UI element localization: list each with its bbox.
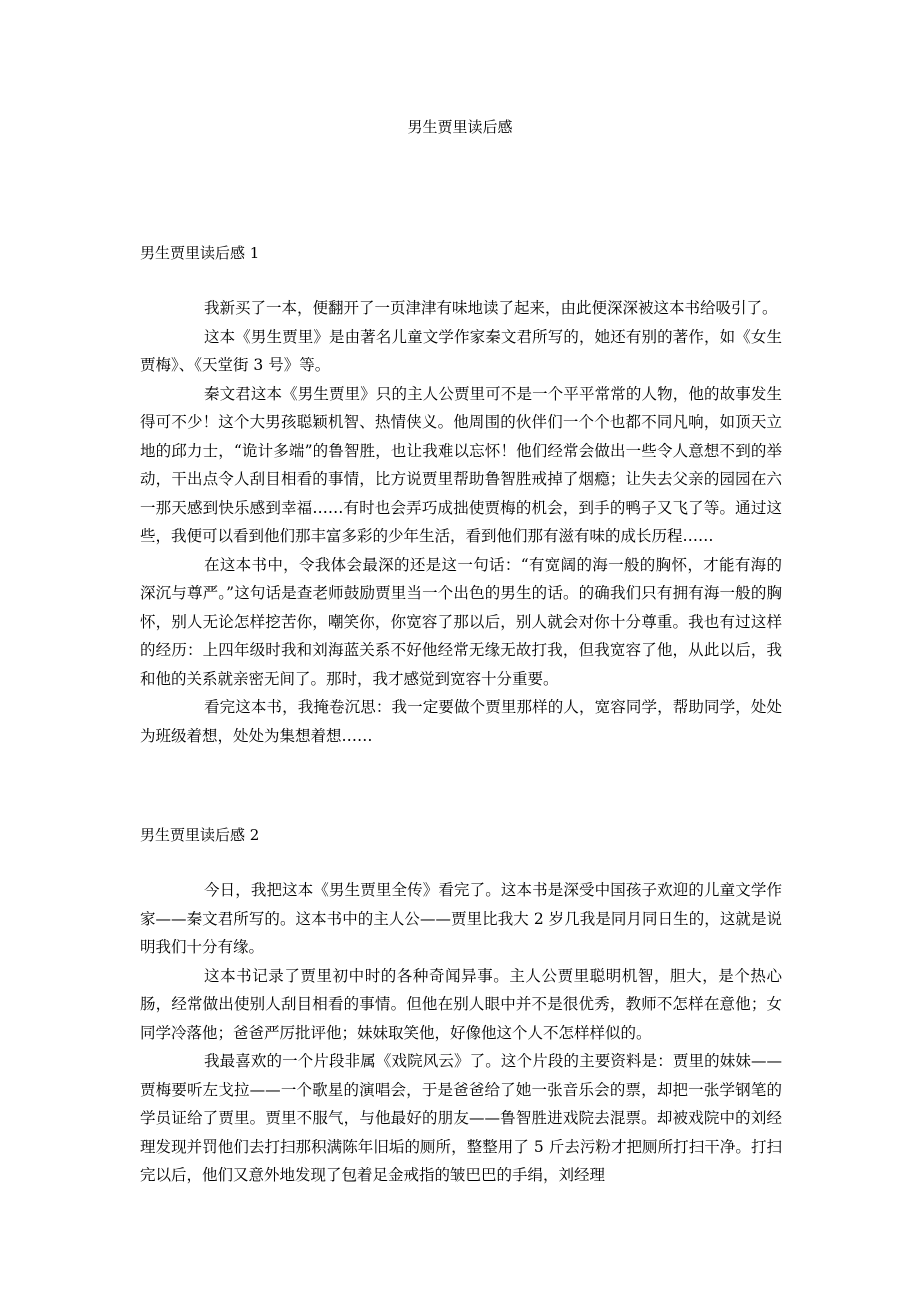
paragraph: 看完这本书，我掩卷沉思：我一定要做个贾里那样的人，宽容同学，帮助同学，处处为班级着想，处处为集想着想…… [140, 698, 782, 745]
paragraph: 我新买了一本，便翻开了一页津津有味地读了起来，由此便深深被这本书给吸引了。 [204, 299, 778, 317]
paragraph: 今日，我把这本《男生贾里全传》看完了。这本书是深受中国孩子欢迎的儿童文学作家——秦文君所写的。这本书中的主人公——贾里比我大 2 岁几我是同月同日生的，这就是说明我们十分有缘。 [140, 881, 782, 956]
paragraph: 我最喜欢的一个片段非属《戏院风云》了。这个片段的主要资料是：贾里的妹妹——贾梅要听左戈拉——一个歌星的演唱会，于是爸爸给了她一张音乐会的票，却把一张学钢笔的学员证给了贾里。贾里不服气，与他最好的朋友——鲁智胜进戏院去混票。却被戏院中的刘经理发现并罚他们去打扫那积满陈年旧垢的厕所，整整用了 5 斤去污粉才把厕所打扫干净。打扫完以后，他们又意外地发现了包着足金戒指的皱巴巴的手绢，刘经理 [140, 1052, 782, 1184]
section-heading: 男生贾里读后感 1 [140, 244, 260, 262]
section-2 [140, 824, 782, 1190]
paragraph: 秦文君这本《男生贾里》只的主人公贾里可不是一个平平常常的人物，他的故事发生得可不少！这个大男孩聪颖机智、热情侠义。他周围的伙伴们一个个也都不同凡响，如顶天立地的邱力士，“诡计多端”的鲁智胜，也让我难以忘怀！他们经常会做出一些令人意想不到的举动，干出点令人刮目相看的事情，比方说贾里帮助鲁智胜戒掉了烟瘾；让失去父亲的园园在六一那天感到快乐感到幸福……有时也会弄巧成拙使贾梅的机会，到手的鸭子又飞了等。通过这些，我便可以看到他们那丰富多彩的少年生活，看到他们那有滋有味的成长历程…… [140, 384, 782, 545]
document-title: 男生贾里读后感 [407, 118, 513, 136]
section-1 [140, 242, 782, 750]
section-body [140, 876, 782, 1190]
paragraph: 在这本书中，令我体会最深的还是这一句话：“有宽阔的海一般的胸怀，才能有海的深沉与尊严。”这句话是查老师鼓励贾里当一个出色的男生的话。的确我们只有拥有海一般的胸怀，别人无论怎样挖苦你，嘲笑你，你宽容了那以后，别人就会对你十分尊重。我也有过这样的经历：上四年级时我和刘海蓝关系不好他经常无缘无故打我，但我宽容了他，从此以后，我和他的关系就亲密无间了。那时，我才感觉到宽容十分重要。 [140, 555, 782, 688]
paragraph: 这本书记录了贾里初中时的各种奇闻异事。主人公贾里聪明机智，胆大，是个热心肠，经常做出使别人刮目相看的事情。但他在别人眼中并不是很优秀，教师不怎样在意他；女同学冷落他；爸爸严厉批评他；妹妹取笑他，好像他这个人不怎样样似的。 [140, 966, 782, 1042]
section-heading: 男生贾里读后感 2 [140, 826, 260, 844]
section-body [140, 294, 782, 750]
paragraph: 这本《男生贾里》是由著名儿童文学作家秦文君所写的，她还有别的著作，如《女生贾梅》、《天堂街 3 号》等。 [140, 327, 782, 374]
